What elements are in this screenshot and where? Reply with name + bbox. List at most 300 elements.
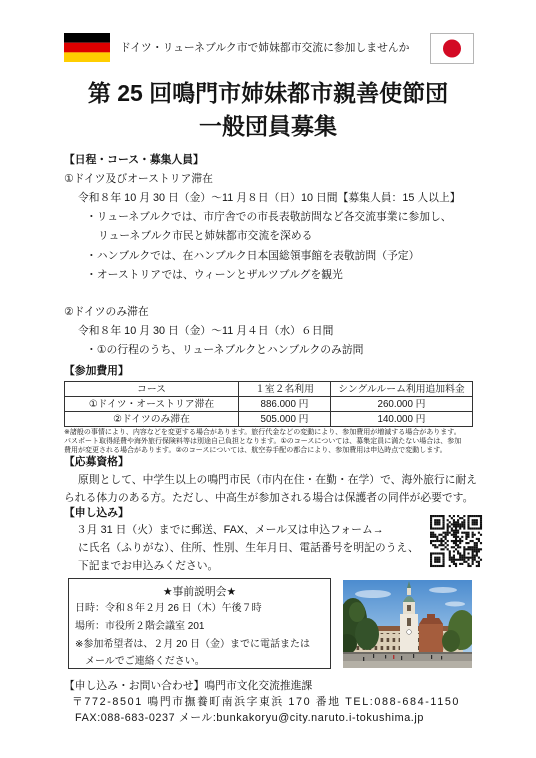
qr-module	[467, 563, 469, 565]
qr-module	[457, 532, 459, 534]
qr-module	[434, 519, 436, 521]
qr-module	[436, 546, 438, 548]
qr-module	[436, 523, 438, 525]
qr-module	[463, 555, 465, 557]
qr-module	[447, 525, 449, 527]
qr-module	[436, 521, 438, 523]
qr-module	[472, 552, 474, 554]
qr-module	[453, 536, 455, 538]
qr-module	[436, 540, 438, 542]
qr-module	[449, 521, 451, 523]
schedule-heading: 【日程・コース・募集人員】	[64, 154, 204, 166]
qr-module	[436, 565, 438, 567]
qr-module	[453, 515, 455, 517]
table-row	[65, 397, 473, 412]
qr-module	[455, 544, 457, 546]
qr-module	[474, 548, 476, 550]
qr-module	[467, 565, 469, 567]
qr-module	[480, 542, 482, 544]
qr-module	[451, 527, 453, 529]
qr-module	[465, 536, 467, 538]
qr-module	[478, 532, 480, 534]
qr-module	[467, 552, 469, 554]
table-row	[65, 412, 473, 427]
qr-module	[434, 521, 436, 523]
qr-module	[476, 527, 478, 529]
qr-module	[442, 527, 444, 529]
qr-module	[451, 517, 453, 519]
qr-module	[467, 542, 469, 544]
qr-module	[436, 559, 438, 561]
qr-module	[447, 523, 449, 525]
qr-module	[463, 521, 465, 523]
japan-flag-sun	[443, 40, 461, 58]
contact-address: 〒772-8501 鳴門市撫養町南浜字東浜 170 番地 TEL:088-684-1150	[72, 696, 461, 708]
qr-module	[457, 519, 459, 521]
qr-module	[457, 540, 459, 542]
qr-module	[467, 557, 469, 559]
japan-flag-icon	[430, 33, 474, 64]
qr-module	[459, 517, 461, 519]
qr-module	[467, 521, 469, 523]
qr-module	[478, 527, 480, 529]
photo-person	[385, 655, 386, 659]
qr-module	[480, 521, 482, 523]
qr-module	[455, 542, 457, 544]
qr-module	[436, 561, 438, 563]
qr-module	[453, 532, 455, 534]
qr-module	[478, 557, 480, 559]
qr-module	[430, 555, 432, 557]
qr-module	[463, 552, 465, 554]
qr-module	[478, 563, 480, 565]
qr-module	[442, 523, 444, 525]
qr-module	[455, 559, 457, 561]
qr-module	[459, 523, 461, 525]
qr-module	[438, 561, 440, 563]
qr-module	[430, 525, 432, 527]
page-title: 第 25 回鳴門市姉妹都市親善使節団	[87, 80, 449, 106]
qr-module	[478, 565, 480, 567]
qr-module	[434, 523, 436, 525]
qr-module	[461, 523, 463, 525]
qr-module	[440, 565, 442, 567]
photo-tree	[349, 602, 365, 622]
qr-module	[449, 525, 451, 527]
qr-module	[442, 555, 444, 557]
germany-flag-black-stripe	[64, 33, 110, 43]
qr-module	[447, 534, 449, 536]
fees-cell-single-supplement: 140.000 円	[331, 412, 473, 427]
qr-module	[449, 550, 451, 552]
qr-module	[438, 557, 440, 559]
qr-module	[457, 515, 459, 517]
briefing-note: ※参加希望者は、２月 20 日（金）までに電話または	[75, 639, 311, 650]
qr-module	[449, 565, 451, 567]
qr-module	[455, 540, 457, 542]
qr-module	[453, 563, 455, 565]
qr-module	[472, 534, 474, 536]
qr-module	[434, 557, 436, 559]
qr-module	[447, 540, 449, 542]
qr-module	[453, 534, 455, 536]
qr-module	[465, 557, 467, 559]
qr-module	[455, 525, 457, 527]
photo-brick-wall	[419, 624, 443, 654]
qr-module	[432, 536, 434, 538]
qr-module	[459, 527, 461, 529]
qr-module	[457, 550, 459, 552]
qr-module	[430, 536, 432, 538]
qr-module	[445, 542, 447, 544]
contact-department: 鳴門市文化交流推進課	[204, 680, 313, 692]
qr-module	[467, 559, 469, 561]
qr-module	[451, 530, 453, 532]
qr-module	[476, 542, 478, 544]
fees-note: ※諸般の事情により、内容などを変更する場合があります。旅行代金などの変動により、参加費用が増減する場合があります。	[64, 429, 461, 436]
qr-module	[480, 559, 482, 561]
qr-module	[472, 548, 474, 550]
qr-module	[455, 565, 457, 567]
qr-module	[461, 563, 463, 565]
qr-module	[453, 521, 455, 523]
fees-column-course: コース	[65, 382, 239, 397]
photo-tower-lantern	[407, 588, 411, 595]
qr-module	[470, 557, 472, 559]
qr-module	[453, 555, 455, 557]
qr-module	[463, 546, 465, 548]
qr-module	[470, 546, 472, 548]
qr-module	[465, 548, 467, 550]
qr-module	[476, 538, 478, 540]
qr-module	[478, 540, 480, 542]
qr-module	[434, 565, 436, 567]
qr-module	[474, 527, 476, 529]
qr-module	[465, 534, 467, 536]
qr-module	[476, 521, 478, 523]
qr-module	[474, 519, 476, 521]
qr-module	[474, 557, 476, 559]
qr-module	[474, 521, 476, 523]
photo-plaza-cobbles	[343, 661, 472, 668]
qr-module	[476, 519, 478, 521]
qr-module	[438, 544, 440, 546]
qr-module	[453, 542, 455, 544]
briefing-box	[68, 578, 331, 669]
fees-cell-single-supplement: 260.000 円	[331, 397, 473, 412]
qr-module	[472, 521, 474, 523]
qr-module	[442, 544, 444, 546]
qr-module	[436, 538, 438, 540]
qr-module	[447, 544, 449, 546]
qr-module	[442, 536, 444, 538]
qr-module	[451, 557, 453, 559]
qr-module	[467, 523, 469, 525]
qr-module	[453, 559, 455, 561]
qr-module	[440, 552, 442, 554]
qr-module	[449, 532, 451, 534]
qr-module	[440, 527, 442, 529]
qr-module	[474, 555, 476, 557]
fees-cell-course: ①ドイツ・オーストリア滞在	[65, 397, 239, 412]
qr-module	[432, 527, 434, 529]
qr-module	[442, 517, 444, 519]
qr-module	[459, 546, 461, 548]
qr-module	[465, 538, 467, 540]
qr-module	[461, 521, 463, 523]
qr-module	[430, 523, 432, 525]
qr-module	[451, 523, 453, 525]
qr-module	[463, 557, 465, 559]
qr-module	[434, 552, 436, 554]
qr-module	[440, 515, 442, 517]
qr-module	[430, 534, 432, 536]
photo-tower-window	[407, 618, 411, 626]
qr-module	[470, 540, 472, 542]
qr-code-icon	[428, 513, 484, 569]
qr-module	[463, 523, 465, 525]
photo-cloud	[445, 602, 465, 607]
qr-module	[438, 552, 440, 554]
qr-module	[455, 536, 457, 538]
photo-plaza	[343, 652, 472, 668]
qr-module	[430, 565, 432, 567]
qr-module	[463, 550, 465, 552]
qr-module	[430, 521, 432, 523]
qr-module	[472, 555, 474, 557]
application-text: ３月 31 日（火）までに郵送、FAX、メール又は申込フォーム→	[76, 524, 384, 536]
qr-module	[438, 559, 440, 561]
qr-module	[457, 525, 459, 527]
qr-module	[478, 548, 480, 550]
fees-column-single-supplement: シングルルーム利用追加料金	[331, 382, 473, 397]
qr-module	[455, 521, 457, 523]
qr-module	[465, 532, 467, 534]
course1-detail: リューネブルク市民と姉妹都市交流を深める	[98, 230, 313, 242]
qr-module	[459, 552, 461, 554]
qr-module	[434, 515, 436, 517]
fees-cell-twin-room: 886.000 円	[239, 397, 331, 412]
eligibility-text: 原則として、中学生以上の鳴門市民（市内在住・在勤・在学）で、海外旅行に耐え	[78, 474, 478, 486]
qr-module	[463, 515, 465, 517]
qr-module	[476, 565, 478, 567]
qr-module	[438, 527, 440, 529]
photo-tower-clock	[407, 630, 412, 635]
photo-person	[431, 655, 432, 659]
qr-module	[476, 544, 478, 546]
fees-table	[64, 381, 473, 427]
qr-module	[445, 534, 447, 536]
qr-module	[463, 532, 465, 534]
qr-module	[461, 557, 463, 559]
qr-module	[432, 515, 434, 517]
page-subtitle: 一般団員募集	[199, 113, 337, 139]
qr-module	[442, 532, 444, 534]
qr-module	[474, 515, 476, 517]
qr-module	[474, 544, 476, 546]
qr-module	[430, 542, 432, 544]
qr-module	[461, 517, 463, 519]
qr-module	[455, 523, 457, 525]
qr-module	[430, 557, 432, 559]
qr-module	[461, 532, 463, 534]
qr-module	[442, 521, 444, 523]
qr-module	[476, 555, 478, 557]
qr-module	[434, 546, 436, 548]
qr-module	[436, 515, 438, 517]
qr-module	[440, 534, 442, 536]
qr-module	[442, 519, 444, 521]
qr-module	[457, 546, 459, 548]
qr-module	[451, 534, 453, 536]
qr-module	[432, 544, 434, 546]
qr-module	[467, 519, 469, 521]
qr-module	[467, 517, 469, 519]
qr-module	[455, 534, 457, 536]
qr-module	[438, 540, 440, 542]
qr-module	[434, 540, 436, 542]
eligibility-heading: 【応募資格】	[64, 456, 129, 468]
qr-module	[455, 530, 457, 532]
qr-module	[457, 544, 459, 546]
qr-module	[472, 557, 474, 559]
qr-module	[472, 559, 474, 561]
qr-module	[438, 523, 440, 525]
qr-module	[442, 563, 444, 565]
qr-module	[463, 519, 465, 521]
qr-module	[453, 561, 455, 563]
qr-module	[430, 532, 432, 534]
qr-module	[470, 565, 472, 567]
qr-module	[476, 523, 478, 525]
qr-module	[449, 552, 451, 554]
qr-module	[463, 559, 465, 561]
germany-flag-red-stripe	[64, 43, 110, 53]
qr-module	[436, 557, 438, 559]
qr-module	[459, 540, 461, 542]
qr-module	[457, 552, 459, 554]
qr-module	[453, 523, 455, 525]
qr-module	[445, 532, 447, 534]
course1-name: ①ドイツ及びオーストリア滞在	[64, 173, 213, 185]
qr-module	[442, 552, 444, 554]
qr-module	[472, 546, 474, 548]
application-text: 下記までお申込みください。	[78, 560, 219, 572]
qr-module	[470, 548, 472, 550]
fees-cell-twin-room: 505.000 円	[239, 412, 331, 427]
qr-module	[472, 561, 474, 563]
qr-module	[438, 519, 440, 521]
qr-module	[472, 536, 474, 538]
fees-note: パスポート取得経費や海外旅行保険料等は別途自己負担となります。①のコースについては、募集定員に満たない場合は、参加	[64, 438, 462, 445]
briefing-title: ★事前説明会★	[162, 586, 237, 598]
course2-name: ②ドイツのみ滞在	[64, 306, 149, 318]
qr-module	[480, 523, 482, 525]
photo-person	[441, 656, 442, 660]
course1-detail: ・ハンブルクでは、在ハンブルク日本国総領事館を表敬訪問（予定）	[86, 250, 420, 262]
qr-module	[453, 546, 455, 548]
qr-module	[447, 519, 449, 521]
qr-module	[440, 538, 442, 540]
qr-module	[447, 527, 449, 529]
photo-person	[401, 656, 402, 660]
qr-module	[472, 540, 474, 542]
qr-module	[474, 542, 476, 544]
course2-period: 令和８年 10 月 30 日（金）～11 月４日（水）６日間	[78, 325, 334, 337]
qr-module	[472, 523, 474, 525]
qr-module	[430, 519, 432, 521]
qr-module	[467, 536, 469, 538]
germany-flag-icon	[64, 33, 110, 62]
fees-heading: 【参加費用】	[64, 365, 129, 377]
qr-module	[430, 563, 432, 565]
qr-module	[472, 532, 474, 534]
qr-module	[467, 548, 469, 550]
qr-module	[476, 546, 478, 548]
qr-module	[438, 565, 440, 567]
fees-header-row	[65, 382, 473, 397]
qr-module	[430, 527, 432, 529]
qr-module	[476, 561, 478, 563]
qr-module	[463, 525, 465, 527]
qr-module	[434, 559, 436, 561]
qr-module	[480, 517, 482, 519]
qr-module	[451, 559, 453, 561]
qr-module	[476, 515, 478, 517]
qr-module	[455, 527, 457, 529]
application-text: に氏名（ふりがな）、住所、性別、生年月日、電話番号を明記のうえ、	[78, 542, 419, 554]
fees-column-twin-room: １室２名利用	[239, 382, 331, 397]
qr-module	[453, 540, 455, 542]
qr-module	[474, 534, 476, 536]
contact-heading: 【申し込み・お問い合わせ】	[64, 680, 205, 692]
photo-tower-window	[407, 605, 411, 611]
course1-detail: ・リューネブルクでは、市庁舎での市長表敬訪問など各交流事業に参加し、	[86, 211, 452, 223]
qr-module	[459, 525, 461, 527]
qr-module	[480, 527, 482, 529]
qr-module	[461, 525, 463, 527]
qr-module	[459, 563, 461, 565]
qr-module	[434, 536, 436, 538]
qr-module	[432, 532, 434, 534]
qr-module	[430, 552, 432, 554]
qr-module	[476, 548, 478, 550]
qr-module	[463, 548, 465, 550]
qr-module	[476, 550, 478, 552]
qr-module	[478, 561, 480, 563]
qr-module	[449, 555, 451, 557]
qr-module	[472, 550, 474, 552]
qr-module	[432, 534, 434, 536]
qr-module	[453, 525, 455, 527]
qr-module	[453, 557, 455, 559]
qr-module	[442, 561, 444, 563]
qr-module	[465, 542, 467, 544]
qr-module	[480, 519, 482, 521]
qr-module	[480, 548, 482, 550]
photo-tree	[442, 630, 460, 652]
qr-module	[472, 527, 474, 529]
course1-period: 令和８年 10 月 30 日（金）～11 月８日（日）10 日間【募集人員：15 人以上】	[78, 192, 461, 204]
qr-module	[461, 559, 463, 561]
qr-module	[470, 515, 472, 517]
qr-module	[474, 523, 476, 525]
qr-module	[440, 540, 442, 542]
course2-detail: ・①の行程のうち、リューネブルクとハンブルクのみ訪問	[86, 344, 364, 356]
qr-module	[434, 561, 436, 563]
qr-module	[436, 536, 438, 538]
qr-module	[457, 530, 459, 532]
